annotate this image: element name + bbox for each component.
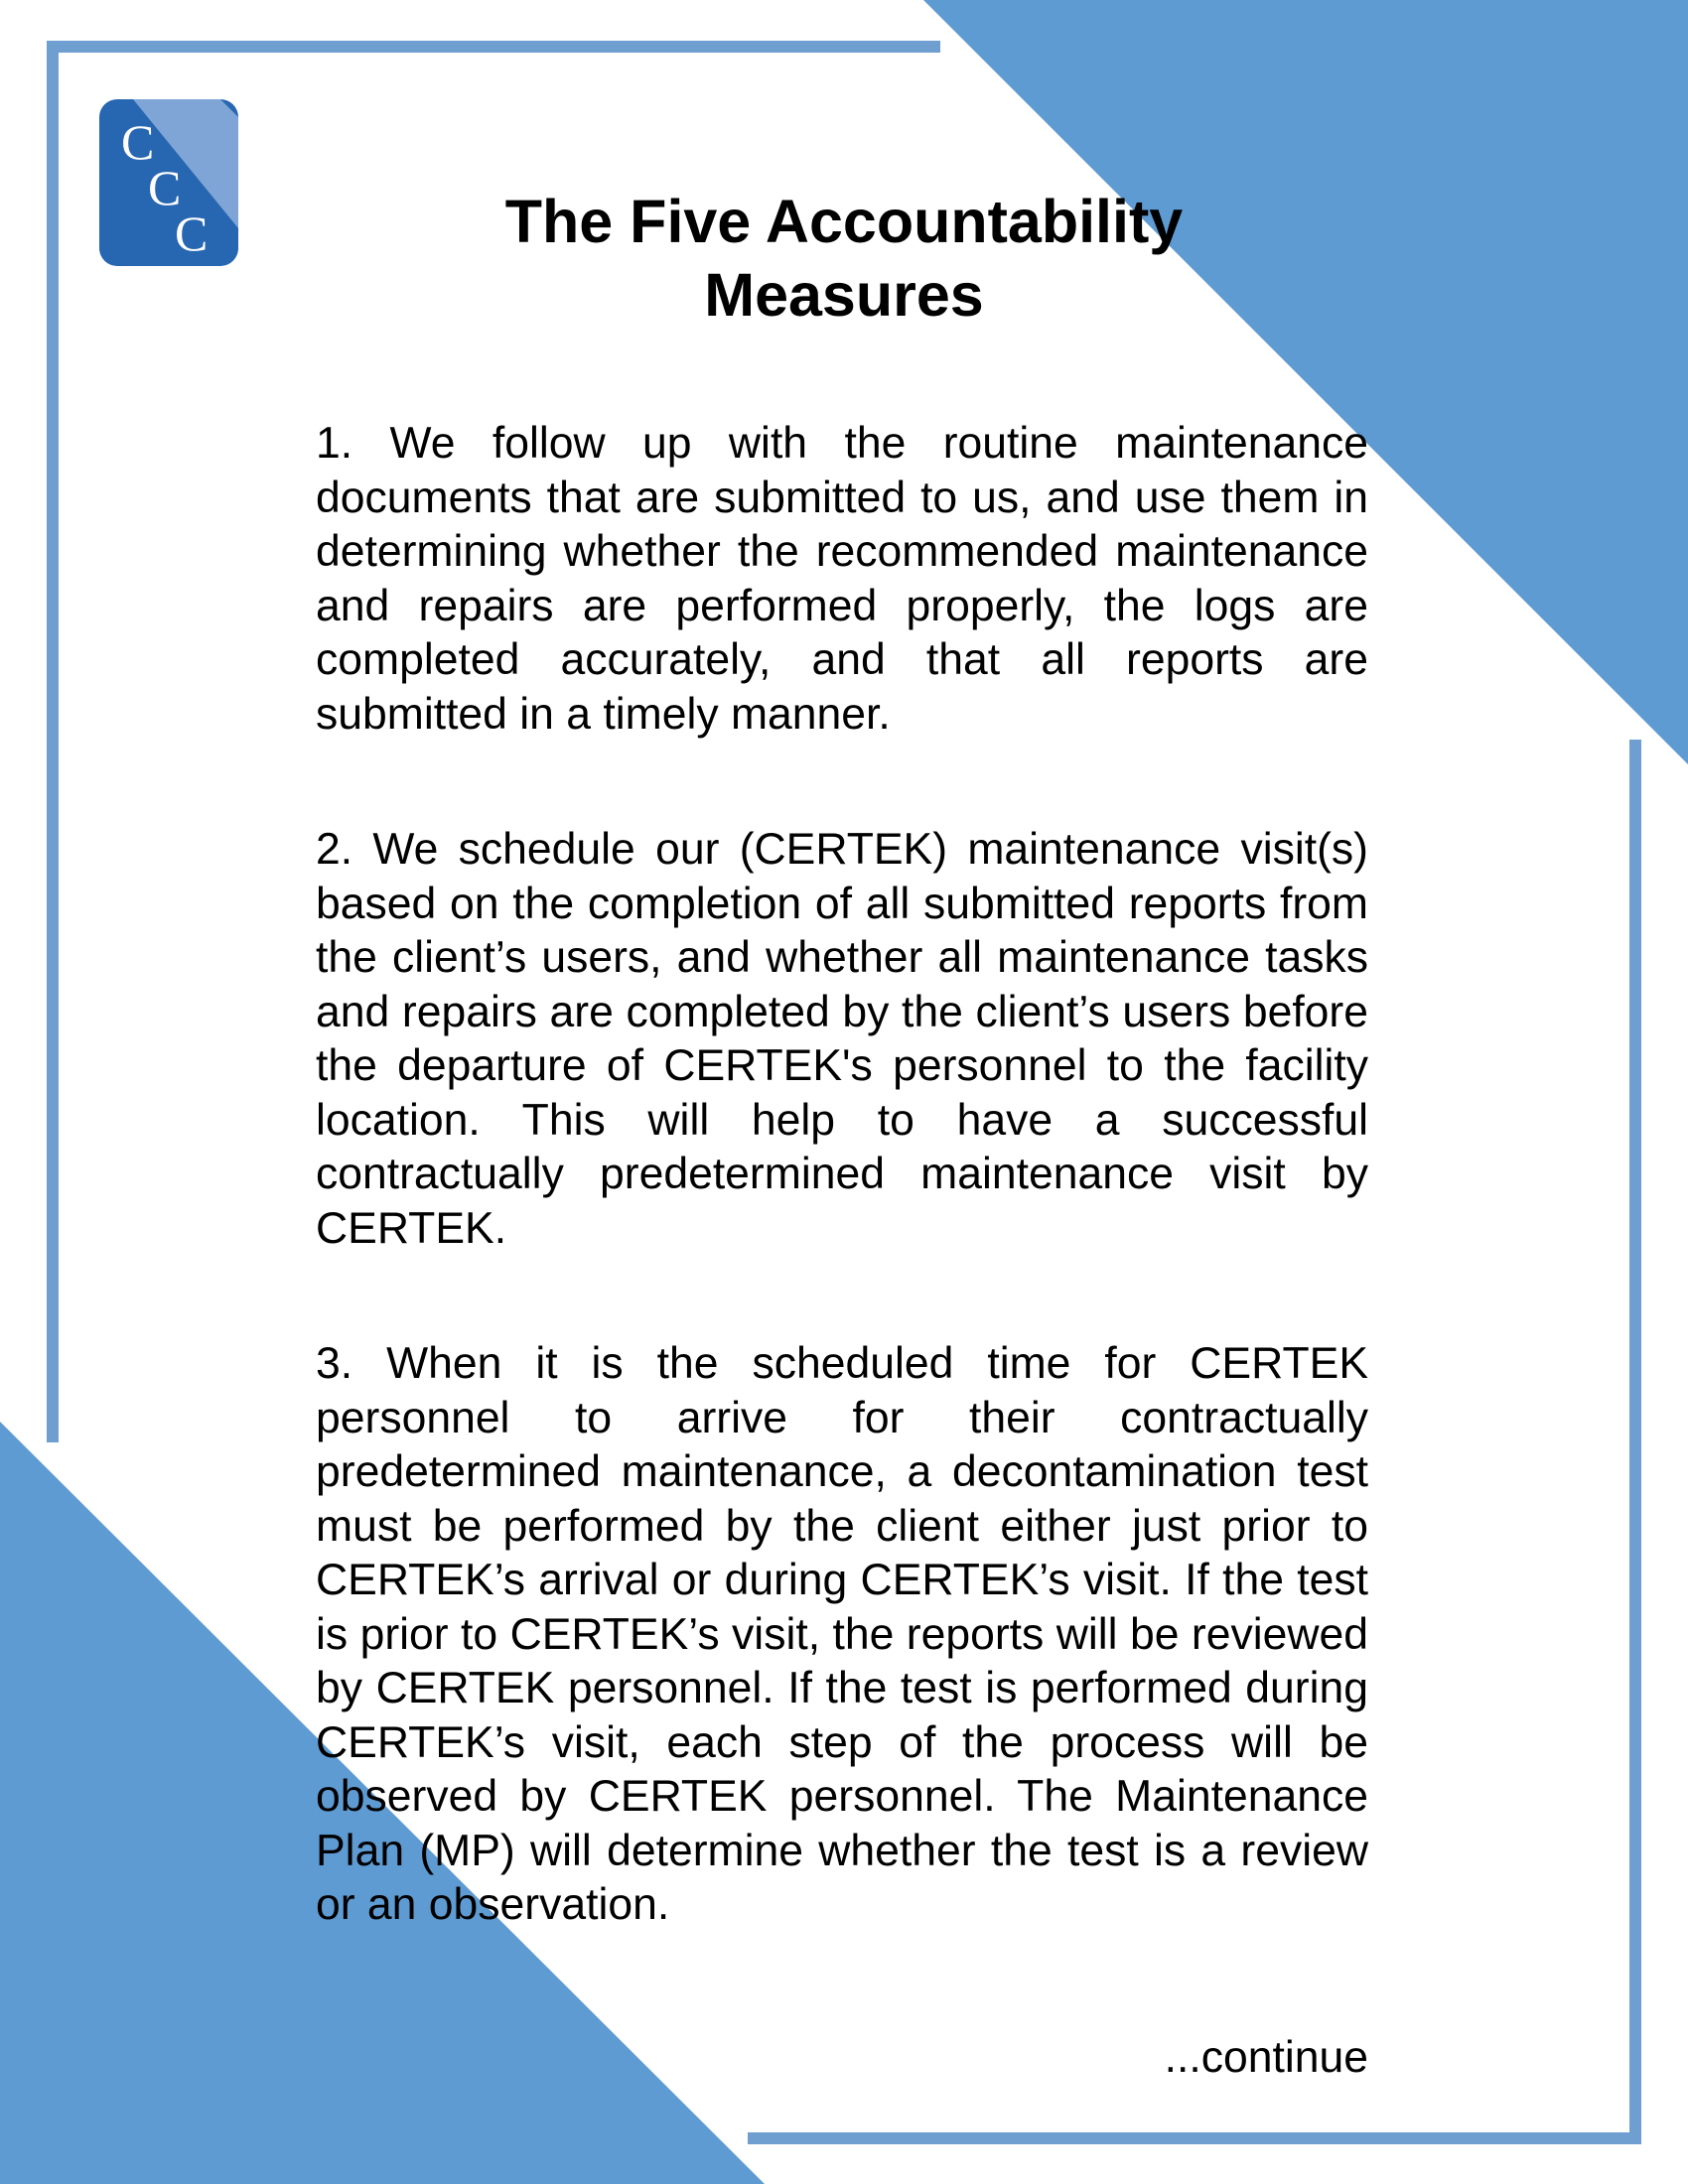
logo-letter-1: C (121, 114, 155, 170)
frame-right-line (1629, 740, 1641, 2144)
page-title-line-1: The Five Accountability (504, 188, 1184, 255)
logo-letter-2: C (148, 160, 182, 215)
measure-paragraph-3: 3. When it is the scheduled time for CERTEK personnel to arrive for their contractually predetermined maintenance, a decontamination test must be performed by the client either just prior to CERTEK’s arrival or during CERTEK’s visit. If the test is prior to CERTEK’s visit, the reports will be reviewed by CERTEK personnel. If the test is performed during CERTEK’s visit, each step of the process will be observed by CERTEK personnel. The Maintenance Plan (MP) will determine whether the test is a review or an observation. (316, 1339, 1368, 1929)
page-title-line-2: Measures (704, 261, 984, 329)
continue-label: ...continue (1164, 2033, 1368, 2082)
measure-paragraph-2: 2. We schedule our (CERTEK) maintenance visit(s) based on the completion of all submitted reports from the client’s users, and whether all maintenance tasks and repairs are completed by the client’s users before the departure of CERTEK's personnel to the facility location. This will help to have a successful contractually predetermined maintenance visit by CERTEK. (316, 825, 1368, 1253)
ccc-logo-icon (99, 99, 238, 266)
measure-paragraph-1: 1. We follow up with the routine maintenance documents that are submitted to us, and use them in determining whether the recommended maintenance and repairs are performed properly, the logs are completed accurately, and that all reports are submitted in a timely manner. (316, 419, 1368, 739)
document-body (316, 417, 1368, 1933)
frame-top-line (47, 41, 940, 53)
frame-bottom-line (748, 2132, 1641, 2144)
page-title (417, 185, 1271, 332)
logo-letters (99, 99, 238, 266)
frame-left-line (47, 41, 59, 1442)
logo-letter-3: C (175, 205, 209, 261)
